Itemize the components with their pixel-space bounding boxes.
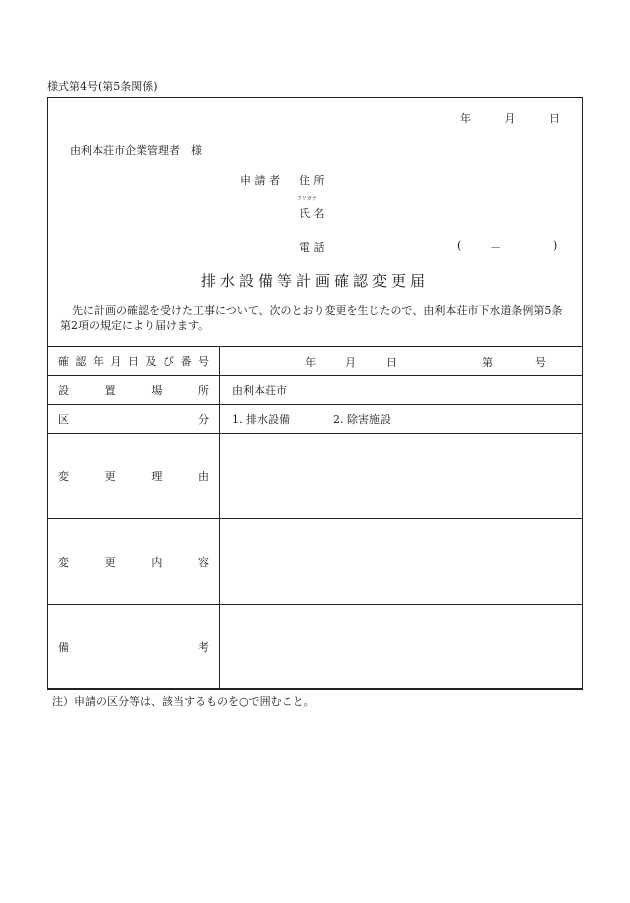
table-row-location (48, 376, 583, 405)
month-label: 月 (504, 112, 516, 125)
location-label: 設 置 場 所 (48, 376, 220, 405)
date-header (460, 110, 560, 126)
category-label: 区 分 (48, 405, 220, 434)
addressee: 由利本荘市企業管理者 様 (70, 144, 202, 157)
remarks-value[interactable] (220, 605, 583, 690)
footnote: 注）申請の区分等は、該当するものを○で囲むこと。 (52, 695, 315, 708)
table-row-content (48, 519, 583, 605)
body-text: 先に計画の確認を受けた工事について、次のとおり変更を生じたので、由利本荘市下水道条例第5条第2項の規定により届けます。 (60, 304, 563, 332)
form-frame (47, 97, 583, 689)
location-value[interactable]: 由利本荘市 (220, 376, 583, 405)
table-row-confirm-date (48, 347, 583, 376)
document-title: 排水設備等計画確認変更届 (200, 272, 429, 290)
phone-open-paren: ( (457, 239, 462, 252)
remarks-label: 備 考 (48, 605, 220, 690)
phone-close-paren: ) (553, 239, 558, 252)
confirm-date-value[interactable]: 年 月 日 第 号 (220, 347, 583, 376)
content-value[interactable] (220, 519, 583, 605)
address-label: 住 所 (299, 174, 325, 187)
category-option-drainage[interactable]: 1. 排水設備 (232, 413, 290, 426)
name-label: 氏 名 (299, 207, 325, 220)
content-label: 変 更 内 容 (48, 519, 220, 605)
table-row-remarks (48, 605, 583, 690)
category-value (220, 405, 583, 434)
category-option-treatment[interactable]: 2. 除害施設 (333, 413, 391, 426)
table-row-category (48, 405, 583, 434)
day-label: 日 (549, 112, 560, 125)
furigana-label: フリガナ (297, 196, 317, 202)
details-table (47, 346, 583, 690)
reason-value[interactable] (220, 434, 583, 519)
applicant-label: 申 請 者 (240, 174, 280, 187)
year-label: 年 (460, 112, 471, 125)
phone-label: 電 話 (299, 241, 325, 254)
form-number: 様式第4号(第5条関係) (47, 80, 158, 93)
reason-label: 変 更 理 由 (48, 434, 220, 519)
table-row-reason (48, 434, 583, 519)
phone-dash: － (490, 241, 501, 254)
confirm-date-label: 確 認 年 月 日 及 び 番 号 (48, 347, 220, 376)
